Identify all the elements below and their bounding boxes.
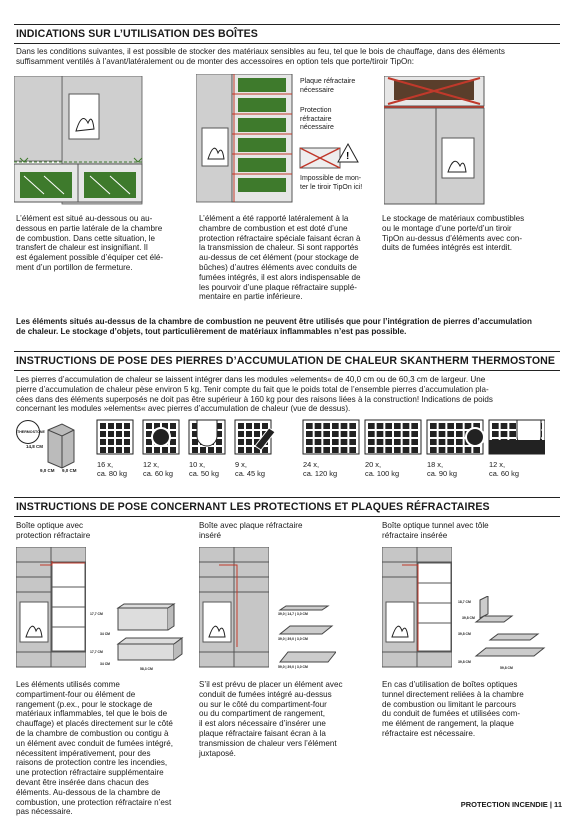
- weight-item-1: 16 x, ca. 80 kg: [97, 460, 127, 478]
- weight-item-2: 12 x, ca. 60 kg: [143, 460, 173, 478]
- section3-col3: En cas d’utilisation de boîtes optiques tunnel directement reliées à la chambre de combustion ou limitant le parcours du conduit de fumées et utilisées com- me élément de rangement, la plaque réfractaire est nécessaire.: [382, 680, 524, 738]
- figure-forbidden-storage: [384, 76, 514, 206]
- figure-side-storage: [14, 76, 174, 206]
- section1-intro: Dans les conditions suivantes, il est possible de stocker des matériaux sensibles au feu, tel que le bois de chauffage, dans des éléments suffisamment ventilés à l’avant/latéralement ou de monter des accessoires en option tels que porte/tiroir TipOn:: [16, 47, 505, 66]
- box-dim-4: 34 CM: [100, 662, 110, 666]
- tunnel-dim-5: 59,8 CM: [500, 666, 513, 670]
- stone-dim-height: 14,8 CM: [26, 444, 44, 449]
- wall-figure-3: [382, 547, 452, 669]
- box-dim-2: 34 CM: [100, 632, 110, 636]
- page-footer: PROTECTION INCENDIE | 11: [460, 800, 562, 809]
- tunnel-dim-2: 39,8 CM: [462, 616, 475, 620]
- stone-drawing: [40, 422, 82, 470]
- section3-col1: Les éléments utilisés comme compartiment-four ou élément de rangement (p.ex., pour le stockage de matériaux inflammables, tel que le bois de chauffage) et placés directement sur le côté de la chambre de combustion ou contigu à un élément avec conduit de fumées intégré, nécessitent impérativement, pour des raisons de protection contre les incendies, une protection réfractaire supplémentaire devant être insérée dans chacun des éléments. Au-dessous de la chambre de combustion, une protection réfractaire n’est pas nécessaire.: [16, 680, 174, 817]
- wall-figure-1: [16, 547, 86, 669]
- weight-item-6: 20 x, ca. 100 kg: [365, 460, 400, 478]
- section-header-protection: INSTRUCTIONS DE POSE CONCERNANT LES PROTECTIONS ET PLAQUES RÉFRACTAIRES: [14, 497, 560, 517]
- section-header-usage: INDICATIONS SUR L’UTILISATION DES BOÎTES: [14, 24, 560, 44]
- section1-warning: Les éléments situés au-dessus de la chambre de combustion ne peuvent être utilisés que pour l’intégration de pierres d’accumulation de chaleur. Le stockage d’objets, tout particulièrement de matériaux inflammables n’est pas possible.: [16, 317, 532, 336]
- figure-lateral-protection: [196, 74, 296, 206]
- stone-dim-depth: 9,0 CM: [62, 468, 77, 473]
- svg-text:!: !: [346, 151, 350, 162]
- box-dim-1: 17,7 CM: [90, 612, 103, 616]
- plate-dim-2: 39,0 | 39,0 | 3,0 CM: [278, 637, 308, 641]
- section3-col2: S’il est prévu de placer un élément avec conduit de fumées intégré au-dessus ou sur le côté du compartiment-four ou du compartiment de rangement, il est alors nécessaire d’insérer une plaque réfractaire faisant écran à la transmission de chaleur vers l’élément juxtaposé.: [199, 680, 343, 758]
- tunnel-dim-4: 39,8 CM: [458, 660, 471, 664]
- warning-cross-icon: [298, 142, 360, 170]
- section3-heading-2: Boîte avec plaque réfractaire inséré: [199, 521, 303, 540]
- section-header-thermostone: INSTRUCTIONS DE POSE DES PIERRES D’ACCUMULATION DE CHALEUR SKANTHERM THERMOSTONE: [14, 351, 560, 371]
- tunnel-dim-1: 18,7 CM: [458, 600, 471, 604]
- label-impossible: Impossible de mon- ter le tiroir TipOn ici!: [300, 175, 363, 191]
- label-protection: Protection réfractaire nécessaire: [300, 107, 334, 131]
- thermostone-logo: THERMOSTONE: [16, 420, 40, 444]
- section2-intro: Les pierres d’accumulation de chaleur se laissent intégrer dans les modules »elements« de 40,0 cm ou de 60,3 cm de largeur. Une pierre d’accumulation de chaleur pèse environ 5 kg. Tenir compte du fait que le poids total de l’ensemble pierres d’accumulation pla- cées dans des éléments superposés ne doit pas être supérieur à 160 kg pour des raisons liées à la construction! Indications de poids concernant les modules »elements« avec pierres d’accumulation de chaleur (vue de dessus).: [16, 375, 493, 414]
- weight-item-5: 24 x, ca. 120 kg: [303, 460, 338, 478]
- weight-item-8: 12 x, ca. 60 kg: [489, 460, 519, 478]
- box-dim-5: 58,3 CM: [140, 667, 153, 671]
- box-dim-3: 17,7 CM: [90, 650, 103, 654]
- weight-item-3: 10 x, ca. 50 kg: [189, 460, 219, 478]
- stone-layout-grids: [95, 418, 545, 458]
- weight-item-4: 9 x, ca. 45 kg: [235, 460, 265, 478]
- plate-dim-1: 39,0 | 14,7 | 3,0 CM: [278, 612, 308, 616]
- stone-dim-width: 9,0 CM: [40, 468, 55, 473]
- section1-col1: L’élément est situé au-dessous ou au- dessous en partie latérale de la chambre de combustion. Dans cette situation, le transfert de chaleur est insignifiant. Il est également possible d’équiper cet élé- ment d’un portillon de fermeture.: [16, 214, 164, 272]
- wall-figure-2: [199, 547, 269, 669]
- weight-item-7: 18 x, ca. 90 kg: [427, 460, 457, 478]
- tunnel-plates: [460, 596, 550, 668]
- plate-dim-3: 59,0 | 39,0 | 3,0 CM: [278, 665, 308, 669]
- section1-col3: Le stockage de matériaux combustibles ou le montage d’une porte/d’un tiroir TipOn au-dessus d’éléments avec con- duits de fumées intégrés est interdit.: [382, 214, 525, 253]
- section3-heading-3: Boîte optique tunnel avec tôle réfractaire insérée: [382, 521, 489, 540]
- section1-col2: L’élément a été rapporté latéralement à la chambre de combustion et est doté d’une protection réfractaire spéciale faisant écran à la transmission de chaleur. Si sont rapportés au-dessus de cet élément (pour stockage de bûches) d’autres éléments avec conduits de fumées intégrés, il est alors indispensable de les pourvoir d’une plaque réfractaire supplé- mentaire en partie inférieure.: [199, 214, 361, 302]
- section3-heading-1: Boîte optique avec protection réfractaire: [16, 521, 91, 540]
- tunnel-dim-3: 39,8 CM: [458, 632, 471, 636]
- label-plaque: Plaque réfractaire nécessaire: [300, 78, 356, 94]
